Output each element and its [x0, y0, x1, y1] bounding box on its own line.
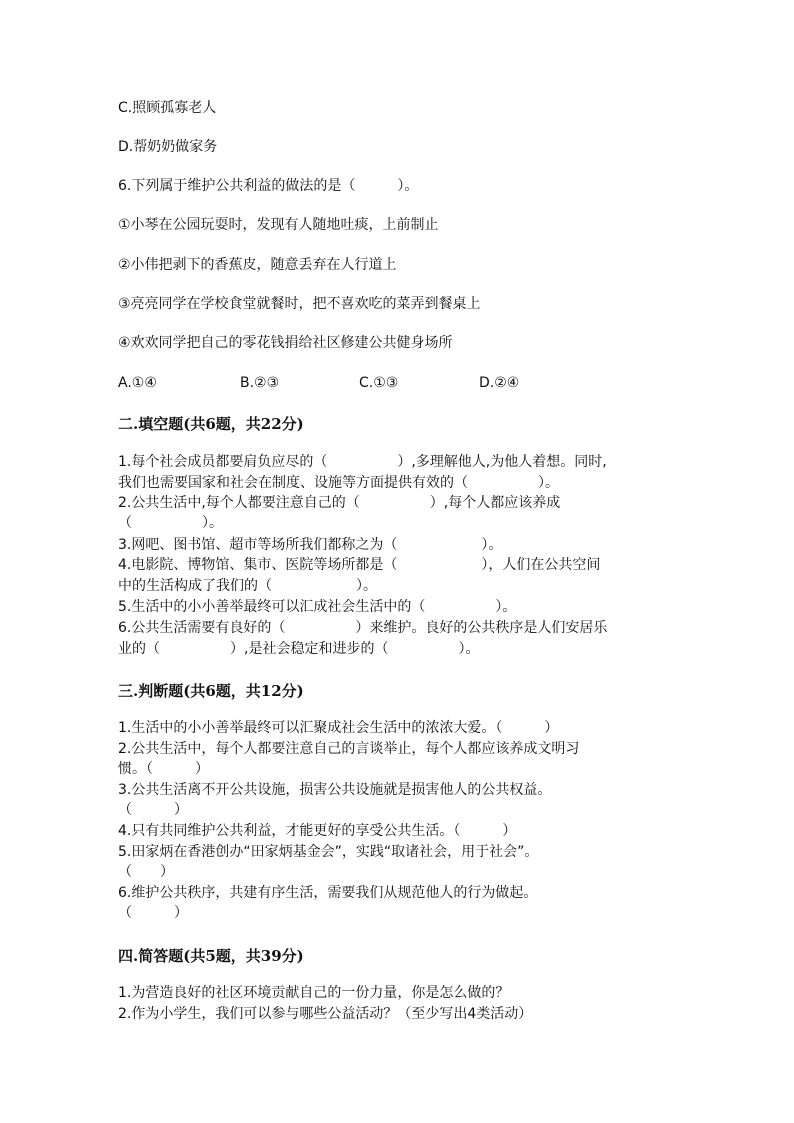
judge-line: 惯。（ ） [118, 761, 209, 777]
question-6-item-3: ③亮亮同学在学校食堂就餐时，把不喜欢吃的菜弄到餐桌上 [118, 296, 481, 312]
short-answer-line: 1.为营造良好的社区环境贡献自己的一份力量，你是怎么做的？ [118, 985, 510, 1001]
fill-line: 业的（ ）,是社会稳定和进步的（ ）。 [118, 641, 480, 657]
short-answer-section-heading: 四.简答题(共5题，共39分) [118, 947, 304, 965]
option-c-text: C.照顾孤寡老人 [118, 100, 217, 116]
judge-line: （ ） [118, 864, 174, 880]
judge-section-heading: 三.判断题(共6题，共12分) [118, 682, 304, 700]
fill-line: 2.公共生活中,每个人都要注意自己的（ ）,每个人都应该养成 [118, 495, 561, 511]
fill-line: 中的生活构成了我们的（ ）。 [118, 578, 377, 594]
judge-line: 3.公共生活离不开公共设施，损害公共设施就是损害他人的公共权益。 [118, 782, 552, 798]
short-answer-line: 2.作为小学生，我们可以参与哪些公益活动？（至少写出4类活动） [118, 1006, 533, 1022]
fill-line: 我们也需要国家和社会在制度、设施等方面提供有效的（ ）。 [118, 475, 559, 491]
judge-line: 1.生活中的小小善举最终可以汇聚成社会生活中的浓浓大爱。（ ） [118, 720, 559, 736]
question-6-item-1: ①小琴在公园玩耍时，发现有人随地吐痰，上前制止 [118, 217, 439, 233]
fill-line: 1.每个社会成员都要肩负应尽的（ ）,多理解他人,为他人着想。同时, [118, 454, 607, 470]
fill-section-heading: 二.填空题(共6题，共22分) [118, 415, 304, 433]
judge-line: （ ） [118, 802, 188, 818]
question-6-option-b: B.②③ [240, 375, 280, 391]
fill-line: （ ）。 [118, 515, 223, 531]
judge-line: 6.维护公共秩序，共建有序生活，需要我们从规范他人的行为做起。 [118, 885, 538, 901]
question-6-option-a: A.①④ [118, 375, 157, 391]
judge-line: 5.田家炳在香港创办“田家炳基金会”，实践“取诸社会，用于社会”。 [118, 844, 539, 860]
fill-line: 3.网吧、图书馆、超市等场所我们都称之为（ ）。 [118, 537, 503, 553]
fill-line: 4.电影院、博物馆、集市、医院等场所都是（ ），人们在公共空间 [118, 557, 601, 573]
fill-line: 6.公共生活需要有良好的（ ）来维护。良好的公共秩序是人们安居乐 [118, 620, 608, 636]
question-6-option-d: D.②④ [479, 375, 520, 391]
fill-line: 5.生活中的小小善举最终可以汇成社会生活中的（ ）。 [118, 599, 517, 615]
judge-line: 4.只有共同维护公共利益，才能更好的享受公共生活。（ ） [118, 823, 517, 839]
question-6-option-c: C.①③ [359, 375, 399, 391]
question-6-item-2: ②小伟把剥下的香蕉皮，随意丢弃在人行道上 [118, 257, 397, 273]
question-6-item-4: ④欢欢同学把自己的零花钱捐给社区修建公共健身场所 [118, 335, 453, 351]
question-6-stem: 6.下列属于维护公共利益的做法的是（ ）。 [118, 178, 419, 194]
judge-line: 2.公共生活中，每个人都要注意自己的言谈举止，每个人都应该养成文明习 [118, 741, 580, 757]
option-d-text: D.帮奶奶做家务 [118, 139, 218, 155]
judge-line: （ ） [118, 905, 188, 921]
